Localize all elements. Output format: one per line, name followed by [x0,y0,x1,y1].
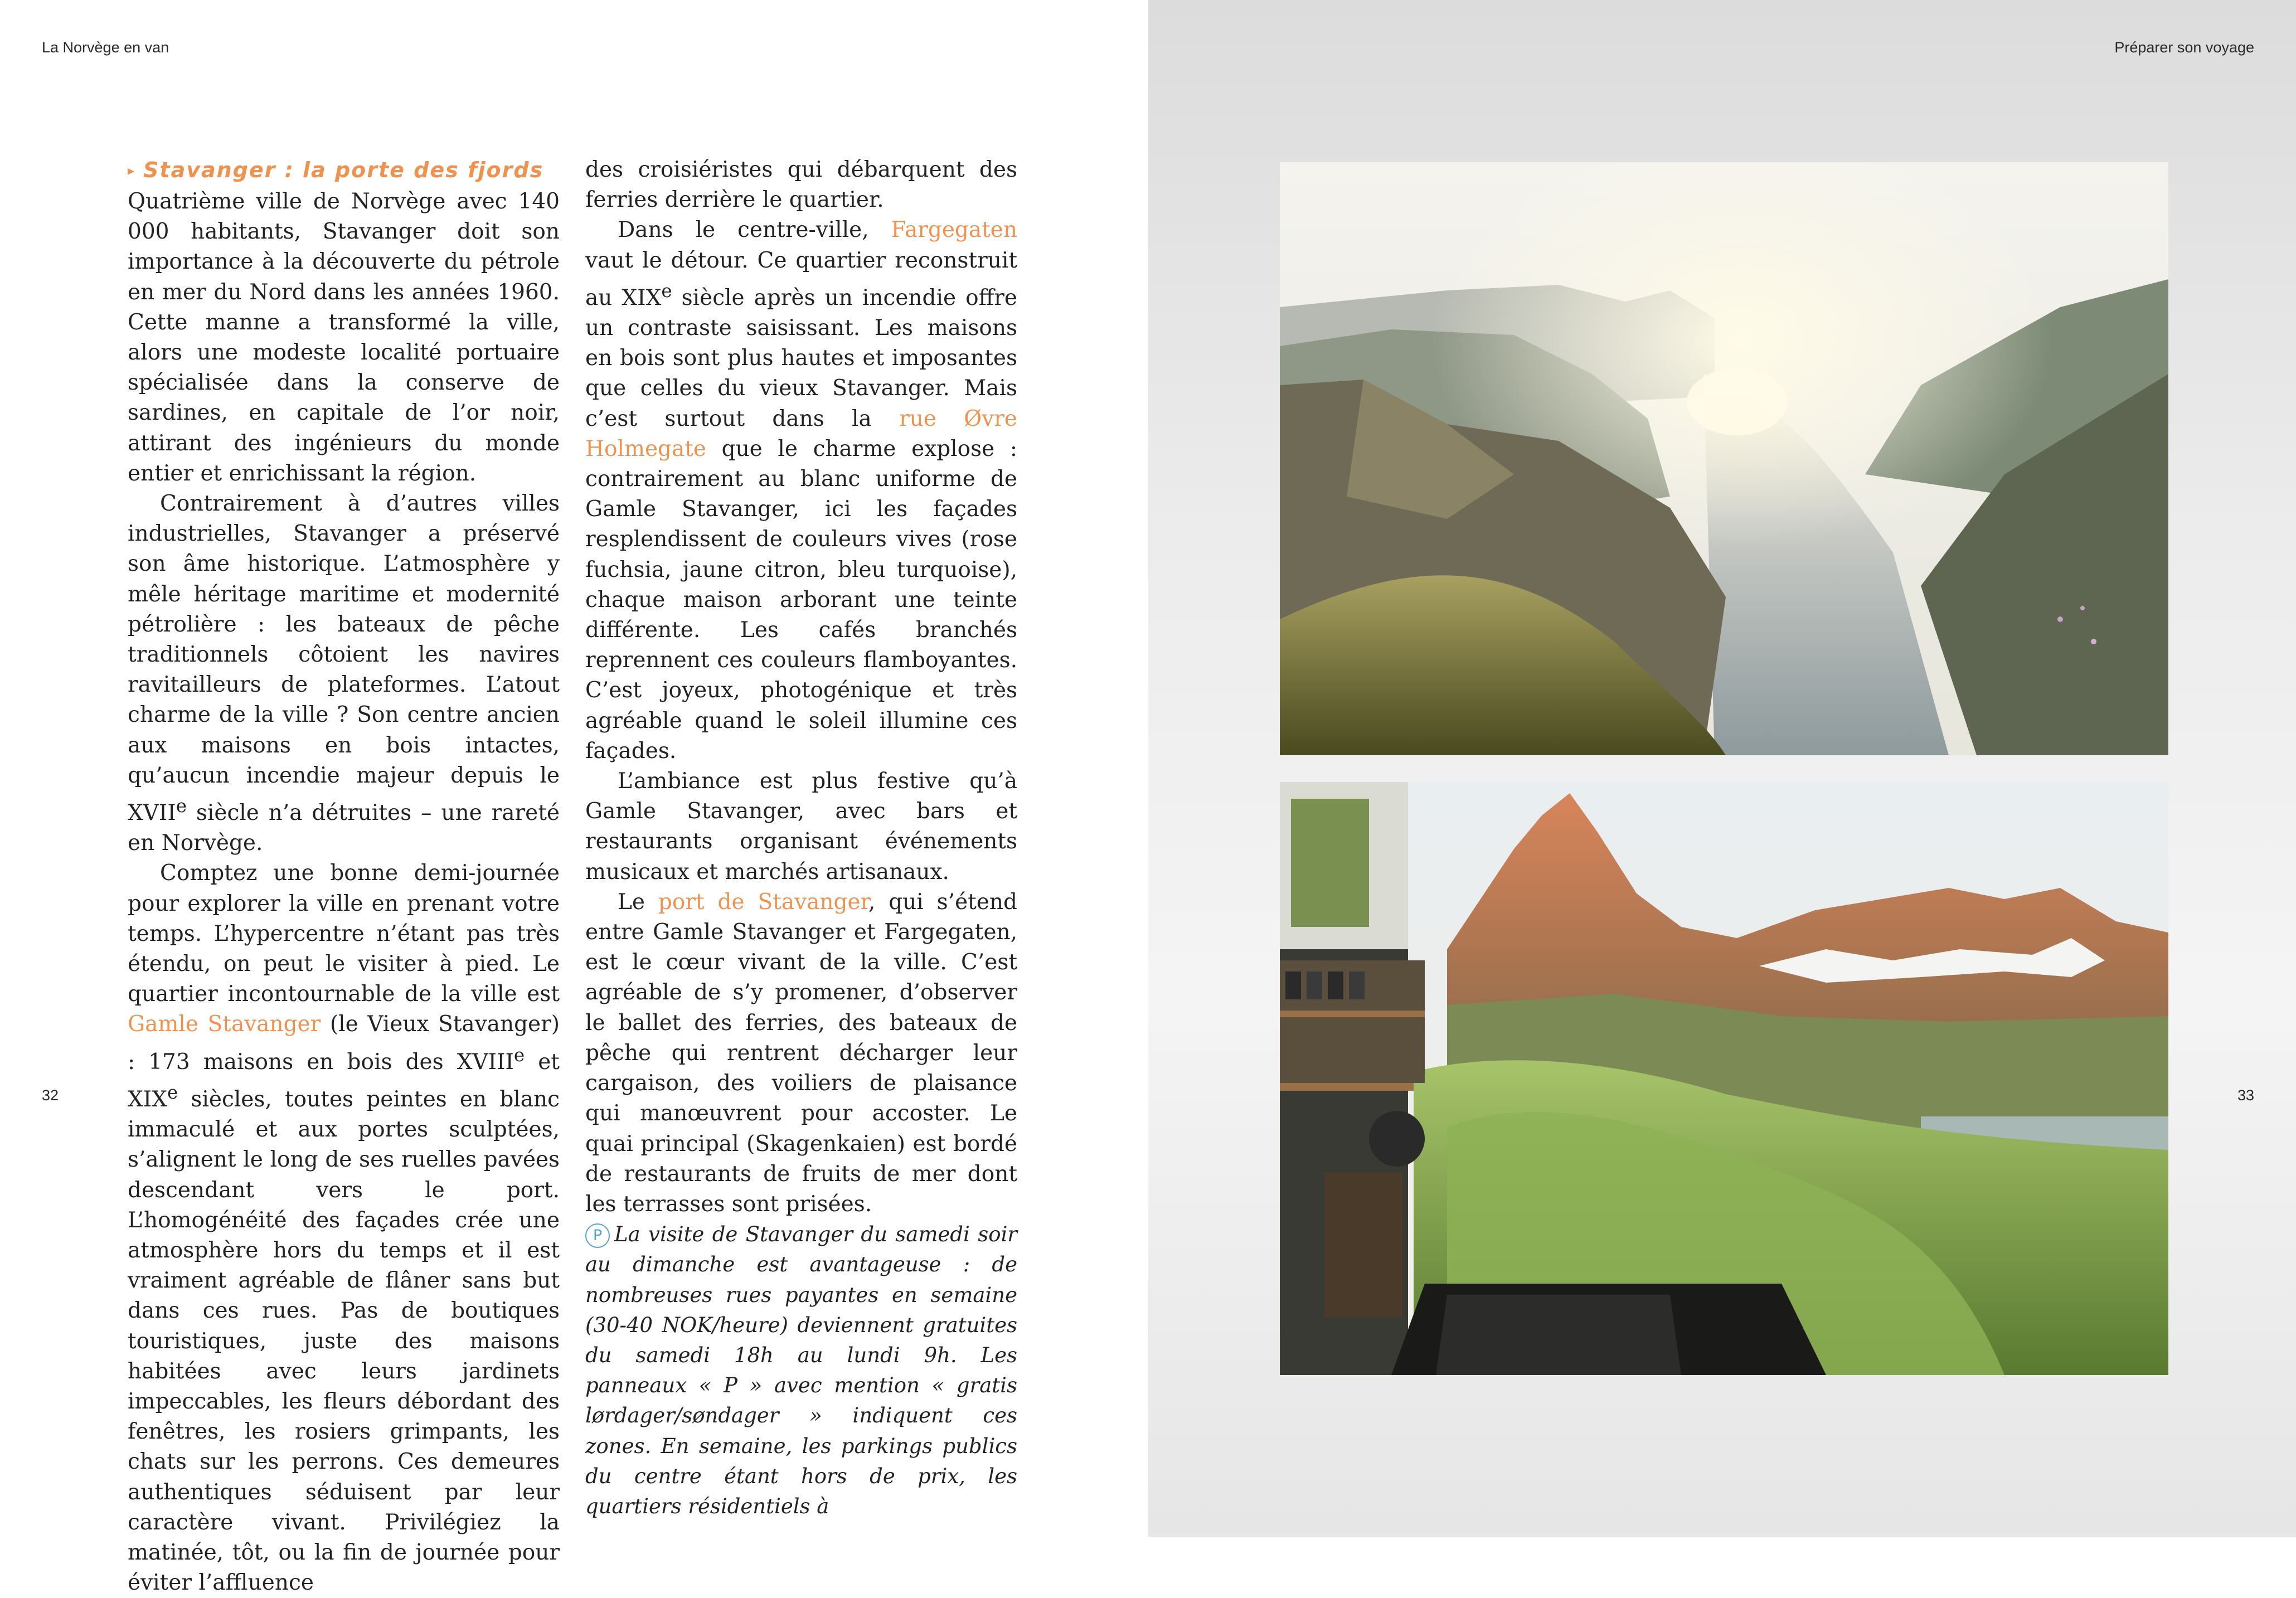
paragraph: L’ambiance est plus festive qu’à Gamle Stavanger, avec bars et restaurants organisant événements musicaux et marchés artisanaux. [585,769,1017,885]
paragraph: Quatrième ville de Norvège avec 140 000 habitants, Stavanger doit son importance à la découverte du pétrole en mer du Nord dans les années 1960. Cette manne a transformé la ville, alors une modeste localité portuaire spécialisée dans la conserve de sardines, en capitale de l’or noir, attirant des ingénieurs du monde entier et enrichissant la région. [128,189,560,486]
fjord-illustration [1280,162,2168,755]
triangle-marker-icon: ▸ [128,163,136,178]
place-link-gamle-stavanger: Gamle Stavanger [128,1012,321,1037]
paragraph: des croisiéristes qui débarquent des ferries derrière le quartier. [585,157,1017,213]
text-column-1 [128,155,560,1598]
place-link-port: port de Stavanger [658,889,868,915]
fjord-photo [1280,162,2168,755]
text-column-2 [585,155,1017,1522]
paragraph: Comptez une bonne demi-journée pour explorer la ville en prenant votre temps. L’hypercentre n’étant pas très étendu, on peut le visiter à pied. Le quartier incontournable de la ville est Gamle Stavanger (le Vieux Stavanger) : 173 maisons en bois des XVIIIe et XIXe siècles, toutes peintes en blanc immaculé et aux portes sculptées, s’alignent le long de ses ruelles pavées descendant vers le port. L’homogénéité des façades crée une atmosphère hors du temps et il est vraiment agréable de flâner sans but dans ces rues. Pas de boutiques touristiques, juste des maisons habitées avec leurs jardinets impeccables, les fleurs débordant des fenêtres, les rosiers grimpants, les chats sur les perrons. Ces demeures authentiques séduisent par leur caractère vivant. Privilégiez la matinée, tôt, ou la fin de journée pour éviter l’affluence [128,861,560,1596]
paragraph: Contrairement à d’autres villes industrielles, Stavanger a préservé son âme historique. L’atmosphère y mêle héritage maritime et modernité pétrolière : les bateaux de pêche traditionnels côtoient les navires ravitailleurs de plateformes. L’atout charme de la ville ? Son centre ancien aux maisons en bois intactes, qu’aucun incendie majeur depuis le XVIIe siècle n’a détruites – une rareté en Norvège. [128,491,560,856]
section-heading-text: Stavanger : la porte des fjords [143,158,544,182]
running-head-left: La Norvège en van [42,39,169,56]
paragraph: Dans le centre-ville, Fargegaten vaut le détour. Ce quartier reconstruit au XIXe siècle après un incendie offre un contraste saisissant. Les maisons en bois sont plus hautes et imposantes que celles du vieux Stavanger. Mais c’est surtout dans la rue Øvre Holmegate que le charme explose : contrairement au blanc uniforme de Gamle Stavanger, ici les façades resplendissent de couleurs vives (rose fuchsia, jaune citron, bleu turquoise), chaque maison arborant une teinte différente. Les cafés branchés reprennent ces couleurs flamboyantes. C’est joyeux, photogénique et très agréable quand le soleil illumine ces façades. [585,217,1018,764]
parking-icon: P [585,1223,610,1248]
page-number-right: 33 [2237,1087,2254,1104]
section-heading [128,155,560,186]
van-view-photo [1280,782,2168,1375]
paragraph: Le port de Stavanger, qui s’étend entre Gamle Stavanger et Fargegaten, est le cœur vivant de la ville. C’est agréable de s’y promener, d’observer le ballet des ferries, des bateaux de pêche qui rentrent décharger leur cargaison, des voiliers de plaisance qui manœuvrent pour accoster. Le quai principal (Skagenkaien) est bordé de restaurants de fruits de mer dont les terrasses sont prisées. [585,889,1017,1217]
running-head-right: Préparer son voyage [2114,39,2254,56]
van-view-illustration [1280,782,2168,1375]
page-number-left: 32 [42,1087,59,1104]
place-link-fargegaten: Fargegaten [891,217,1017,243]
place-link-ovre-holmegate: rue Øvre Holmegate [585,406,1018,462]
parking-tip: P La visite de Stavanger du samedi soir au dimanche est avantageuse : de nombreuses rues payantes en semaine (30-40 NOK/heure) deviennent gratuites du samedi 18h au lundi 9h. Les panneaux « P » avec mention « gratis lørdager/søndager » indiquent ces zones. En semaine, les parkings publics du centre étant hors de prix, les quartiers résidentiels à [585,1222,1017,1518]
